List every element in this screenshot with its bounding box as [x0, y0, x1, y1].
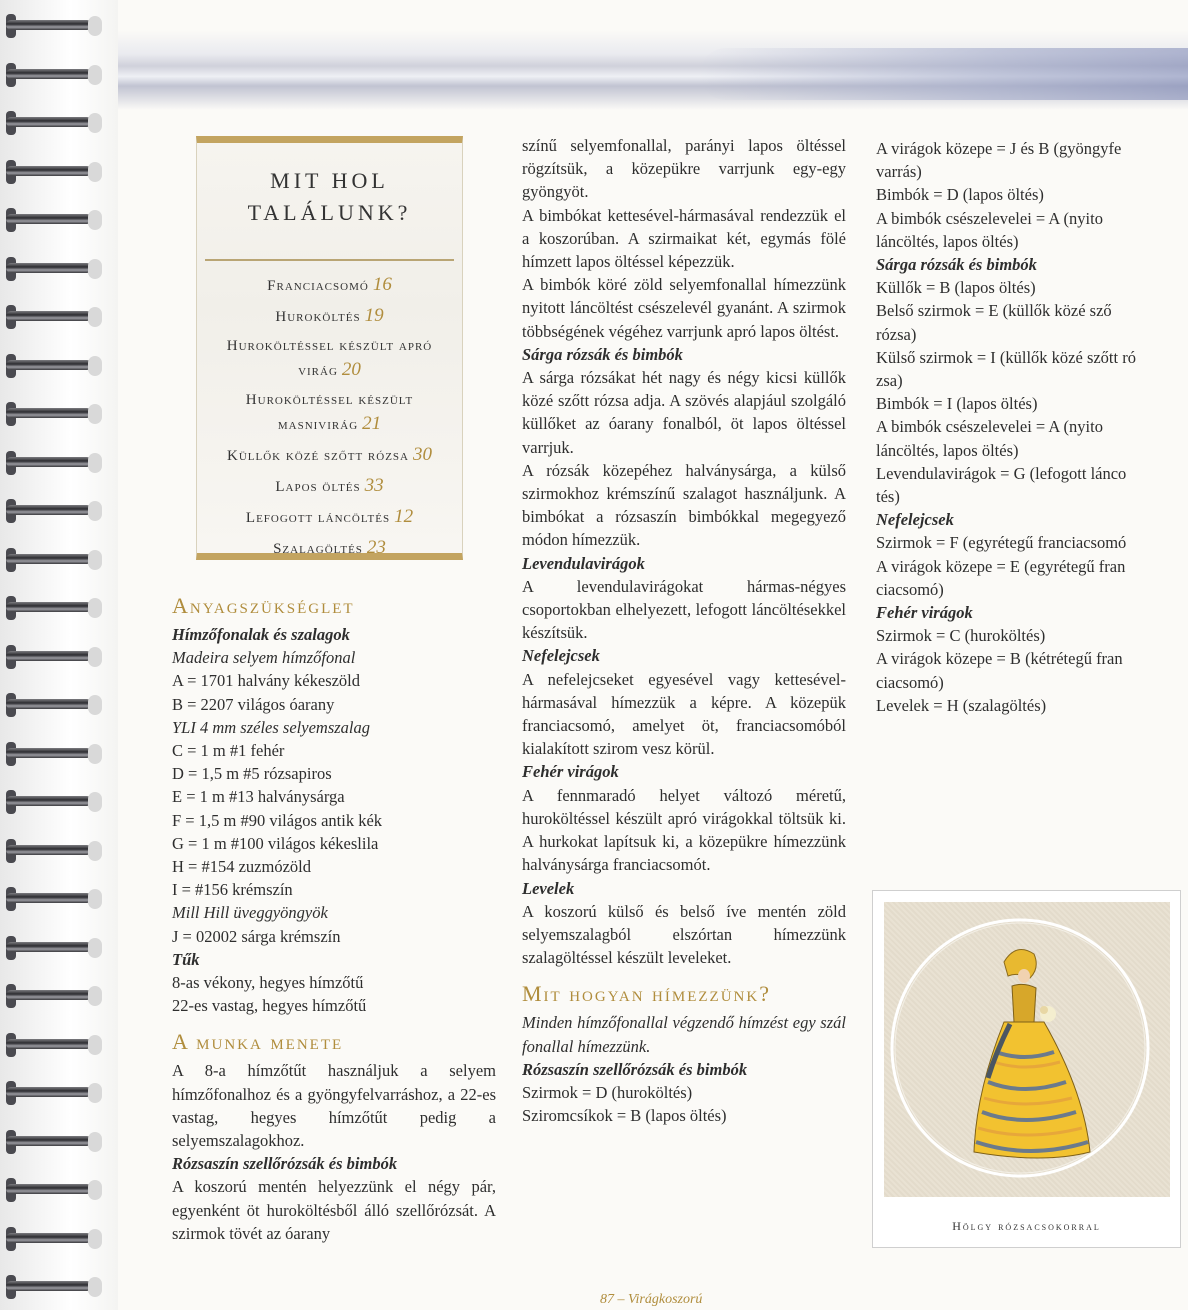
stitch-line: Belső szirmok = E (küllők közé sző	[876, 301, 1112, 321]
toc-item-page: 30	[412, 444, 432, 465]
body-paragraph: A nefelejcseket egyesével vagy kettesével-hármasával hímezzük a képre. A közepük franciacsomó, amelyet öt, franciacsomóból kialakított szirom vesz körül.	[522, 669, 846, 759]
stitch-line: Külső szirmok = I (küllők közé szőtt ró	[876, 347, 1136, 367]
toc-item-label: Franciacsomó	[267, 278, 369, 294]
process-heading: A munka menete	[172, 1029, 344, 1055]
toc-title	[197, 165, 462, 229]
materials-line: J = 02002 sárga krémszín	[172, 926, 341, 946]
materials-heading: Anyagszükséglet	[172, 593, 355, 618]
body-paragraph: A fennmaradó helyet változó méretű, huroköltéssel készült apró virágokkal töltsük ki. A hurkokat lapítsuk ki, a közepükre hímezzünk halványsárga franciacsomót.	[522, 785, 846, 875]
stitch-line: zsa)	[876, 371, 903, 391]
stitch-line: A virágok közepe = B (kétrétegű fran	[876, 649, 1123, 669]
section-subheading: Nefelejcsek	[876, 510, 954, 530]
section-subheading: Fehér virágok	[522, 762, 619, 782]
toc-item-page: 16	[372, 274, 392, 295]
binding-coil	[6, 400, 102, 430]
stitch-line: ciacsomó)	[876, 672, 944, 692]
section-subheading: Nefelejcsek	[522, 646, 600, 666]
materials-line: B = 2207 világos óarany	[172, 694, 335, 714]
toc-item-label: Huroköltéssel készült masnivirág	[245, 392, 414, 433]
stitch-line: Levendulavirágok = G (lefogott lánco	[876, 463, 1127, 483]
binding-coil	[6, 449, 102, 479]
materials-brand: Mill Hill üveggyöngyök	[172, 903, 328, 923]
stitch-line: A bimbók csészelevelei = A (nyito	[876, 208, 1103, 228]
section-subheading: Sárga rózsák és bimbók	[876, 255, 1037, 275]
materials-line: A = 1701 halvány kékeszöld	[172, 671, 361, 691]
stitch-line: A virágok közepe = E (egyrétegű fran	[876, 556, 1126, 576]
binding-coil	[6, 1225, 102, 1255]
photo-caption: Hölgy rózsacsokorral	[952, 1219, 1101, 1233]
body-paragraph: A bimbókat kettesével-hármasával rendezzük el a koszorúban. A szirmaikat két, egymás fölé hímzett lapos öltéssel képezzük.	[522, 205, 846, 272]
how-to-heading: Mit hogyan hímezzünk?	[522, 981, 771, 1007]
toc-item-page: 33	[364, 475, 384, 496]
column-3	[876, 137, 1188, 717]
toc-title-line: TALÁLUNK?	[247, 200, 412, 225]
binding-coil	[6, 61, 102, 91]
body-paragraph: Minden hímzőfonallal végzendő hímzést egy szál fonallal hímezzünk.	[522, 1013, 846, 1056]
binding-coil	[6, 352, 102, 382]
stitch-line: A bimbók csészelevelei = A (nyito	[876, 417, 1103, 437]
stitch-line: Szirmok = C (huroköltés)	[876, 626, 1046, 646]
stitch-line: láncöltés, lapos öltés)	[876, 231, 1019, 251]
ribbon-decoration-shadow	[700, 48, 1188, 100]
binding-coil	[6, 497, 102, 527]
stitch-line: Küllők = B (lapos öltés)	[876, 278, 1036, 298]
stitch-line: A virágok közepe = J és B (gyöngyfe	[876, 139, 1122, 158]
stitch-line: tés)	[876, 487, 900, 507]
embroidery-photo	[872, 890, 1181, 1248]
binding-coil	[6, 109, 102, 139]
toc-item[interactable]	[207, 536, 452, 561]
materials-line: D = 1,5 m #5 rózsapiros	[172, 764, 332, 784]
binding-coil	[6, 691, 102, 721]
section-subheading: Levelek	[522, 878, 575, 898]
body-paragraph: A rózsák közepéhez halványsárga, a külső szirmokhoz krémszínű szalagot használjunk. A bimbókat a rózsaszín bimbókkal megegyező módon hímezzük.	[522, 460, 846, 550]
toc-list	[197, 273, 462, 567]
embroidery-canvas	[884, 902, 1170, 1197]
process-subheading: Rózsaszín szellőrózsák és bimbók	[172, 1154, 398, 1174]
materials-brand: Madeira selyem hímzőfonal	[172, 648, 356, 668]
toc-item[interactable]	[207, 474, 452, 499]
toc-item-page: 21	[362, 413, 382, 434]
column-2	[522, 134, 846, 1127]
binding-coil	[6, 12, 102, 42]
toc-item[interactable]	[207, 505, 452, 530]
materials-line: 22-es vastag, hegyes hímzőtű	[172, 996, 367, 1016]
binding-coil	[6, 788, 102, 818]
section-subheading: Fehér virágok	[876, 603, 973, 623]
binding-coil	[6, 1176, 102, 1206]
stitch-line: Szirmok = F (egyrétegű franciacsomó	[876, 533, 1127, 553]
body-paragraph: A bimbók köré zöld selyemfonallal hímezzünk nyitott láncöltést csészelevél gyanánt. A szirmok többségének végéhez varrjunk apró lapos öltést.	[522, 275, 846, 341]
binding-coil	[6, 1128, 102, 1158]
process-paragraph: A koszorú mentén helyezzünk el négy pár, egyenként öt huroköltésből álló szellőrózsát. A szirmok tövét az óarany	[172, 1177, 496, 1243]
binding-coil	[6, 255, 102, 285]
process-paragraph: A 8-a hímzőtűt használjuk a selyem hímzőfonalhoz és a gyöngyfelvarráshoz, a 22-es vastag, hegyes hímzőtűt pedig a selyemszalagokhoz.	[172, 1061, 496, 1151]
stitch-line: rózsa)	[876, 324, 917, 344]
body-paragraph: színű selyemfonallal, parányi lapos öltéssel rögzítsük, a közepükre varrjunk egy-egy gyöngyöt.	[522, 136, 846, 202]
toc-item-page: 12	[394, 506, 414, 527]
stitch-line: Sziromcsíkok = B (lapos öltés)	[522, 1106, 727, 1126]
binding-coil	[6, 158, 102, 188]
stitch-line: Szirmok = D (huroköltés)	[522, 1082, 693, 1102]
toc-item[interactable]	[207, 443, 452, 468]
toc-item-label: Huroköltéssel készült apró virág	[226, 338, 433, 379]
materials-line: C = 1 m #1 fehér	[172, 741, 285, 761]
materials-subheading: Hímzőfonalak és szalagok	[172, 625, 350, 644]
binding-coil	[6, 1273, 102, 1303]
binding-coil	[6, 643, 102, 673]
binding-coil	[6, 303, 102, 333]
materials-line: H = #154 zuzmózöld	[172, 857, 311, 877]
materials-line: 8-as vékony, hegyes hímzőtű	[172, 973, 364, 993]
stitch-line: Bimbók = D (lapos öltés)	[876, 185, 1044, 205]
toc-item-label: Huroköltés	[275, 309, 361, 325]
toc-divider	[205, 259, 454, 261]
materials-line: F = 1,5 m #90 világos antik kék	[172, 810, 383, 830]
binding-coil	[6, 594, 102, 624]
body-paragraph: A levendulavirágokat hármas-négyes csoportokban elhelyezett, lefogott láncöltésekkel készítsük.	[522, 576, 846, 643]
stitch-line: ciacsomó)	[876, 579, 944, 599]
materials-brand: YLI 4 mm széles selyemszalag	[172, 717, 370, 737]
toc-item-page: 20	[341, 359, 361, 380]
stitch-line: varrás)	[876, 162, 922, 182]
column-1	[172, 591, 496, 1245]
binding-coil	[6, 740, 102, 770]
materials-line: I = #156 krémszín	[172, 880, 293, 900]
binding-coil	[6, 1031, 102, 1061]
toc-title-line: MIT HOL	[270, 168, 389, 193]
toc-item[interactable]	[207, 304, 452, 329]
stitch-line: láncöltés, lapos öltés)	[876, 440, 1019, 460]
materials-line: G = 1 m #100 világos kékeslila	[172, 833, 379, 853]
toc-box	[196, 136, 463, 560]
spiral-binding	[0, 0, 118, 1310]
toc-item-label: Lapos öltés	[275, 479, 361, 495]
body-paragraph: A koszorú külső és belső íve mentén zöld selyemszalagból elszórtan hímezzünk szalagöltéssel készült leveleket.	[522, 901, 846, 968]
stitch-line: Levelek = H (szalagöltés)	[876, 695, 1047, 715]
stitch-line: Bimbók = I (lapos öltés)	[876, 394, 1038, 414]
toc-item[interactable]	[207, 335, 452, 383]
page-footer: 87 – Virágkoszorú	[600, 1292, 703, 1307]
materials-subheading: Tűk	[172, 949, 200, 969]
section-subheading: Rózsaszín szellőrózsák és bimbók	[522, 1059, 748, 1079]
toc-item-label: Küllők közé szőtt rózsa	[227, 448, 409, 464]
lady-embroidery-image	[884, 902, 1170, 1197]
binding-coil	[6, 546, 102, 576]
toc-item-label: Szalagöltés	[273, 541, 363, 557]
section-subheading: Levendulavirágok	[522, 553, 645, 573]
section-subheading: Sárga rózsák és bimbók	[522, 344, 683, 364]
binding-coil	[6, 837, 102, 867]
binding-coil	[6, 885, 102, 915]
toc-item[interactable]	[207, 389, 452, 437]
binding-coil	[6, 934, 102, 964]
toc-item-page: 19	[364, 305, 384, 326]
toc-item-label: Lefogott láncöltés	[245, 510, 391, 526]
materials-line: E = 1 m #13 halványsárga	[172, 787, 345, 807]
binding-coil	[6, 1079, 102, 1109]
toc-item-page: 23	[366, 537, 386, 558]
binding-coil	[6, 982, 102, 1012]
binding-coil	[6, 206, 102, 236]
body-paragraph: A sárga rózsákat hét nagy és négy kicsi küllők közé szőtt rózsa adja. A szövés alapjául szolgáló küllőket az óarany fonalból, öt lapos öltéssel varrjuk.	[522, 368, 846, 457]
toc-item[interactable]	[207, 273, 452, 298]
